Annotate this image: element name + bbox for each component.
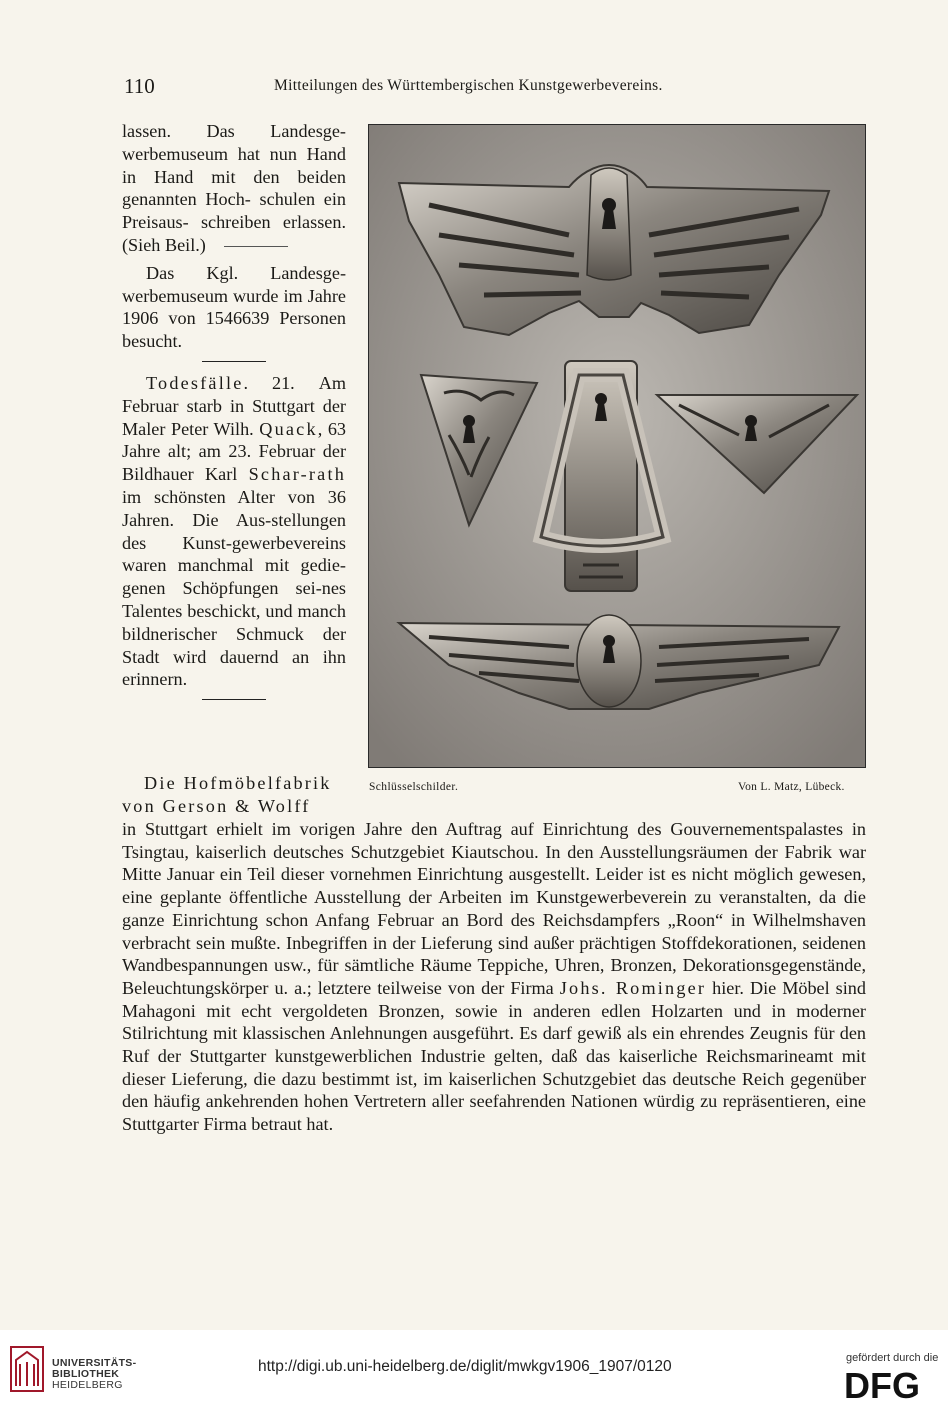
- figure-credit: Von L. Matz, Lübeck.: [738, 781, 845, 793]
- text-line: Personen besucht.: [122, 308, 346, 352]
- page-number: 110: [124, 74, 155, 98]
- university-library-logo-icon: [10, 1346, 44, 1392]
- short-rule: [224, 246, 288, 247]
- paragraph-museum-contest: [122, 120, 346, 257]
- running-head: Mitteilungen des Württembergischen Kunstgewerbevereins.: [274, 77, 663, 94]
- figure-caption: Schlüsselschilder.: [369, 781, 459, 793]
- dfg-logo-icon: [842, 1366, 936, 1402]
- text-line: schulen ein Preisaus-: [122, 189, 346, 233]
- paragraph-visitors: [122, 262, 346, 353]
- left-column: [122, 120, 346, 710]
- photo-plate: [368, 124, 866, 768]
- text-line: werbemuseum hat nun: [122, 143, 297, 164]
- person-name: Schar-rath: [248, 464, 346, 485]
- company-name: Die Hofmöbelfabrik: [144, 773, 332, 793]
- funding-note: gefördert durch die: [846, 1352, 939, 1364]
- person-name: Quack: [259, 418, 318, 439]
- permalink-url[interactable]: http://digi.ub.uni-heidelberg.de/diglit/mwkgv1906_1907/0120: [258, 1358, 672, 1375]
- text-line: werbemuseum wurde im: [122, 285, 303, 306]
- section-divider: [202, 361, 266, 362]
- text-fragment: , 63 Jahre alt; am 23. Februar der Bildhauer Karl: [122, 418, 347, 485]
- text-line: Jahre 1906 von 1546639: [122, 285, 346, 329]
- text-line: Das Kgl. Landesge-: [146, 262, 346, 283]
- text-fragment: im schönsten Alter von 36 Jahren. Die Aus-stellungen des Kunst-gewerbevereins waren manchmal mit gedie-genen Schöpfungen sei-nes Talentes beschickt, und manch bildnerischer Schmuck der Stadt wird dauernd an ihn erinnern.: [122, 486, 346, 690]
- text-fragment: Am: [318, 372, 346, 393]
- company-name: von Gerson & Wolff: [122, 795, 311, 816]
- text-line: [122, 795, 346, 818]
- paragraph-obituaries: [122, 372, 346, 691]
- text-line: [122, 772, 346, 795]
- section-heading: Todesfälle.: [146, 372, 251, 393]
- section-divider: [202, 699, 266, 700]
- text-fragment: hier. Die Möbel sind Mahagoni mit echt vergoldeten Bronzen, sowie in anderen edlen Holzarten und in moderner Stilrichtung mit klassischen Anlehnungen ausgeführt. Es darf gewiß als ein ehrendes Zeugnis für den Ruf der Stuttgarter kunstgewerblichen Industrie gelten, daß das kaiserliche Reichsmarineamt mit dieser Lieferung, die dazu bestimmt ist, im kaiserlichen Schutzgebiet das deutsche Reich gegenüber den häufig ankehrenden hohen Vertretern aller seefahrenden Nationen würdig zu repräsentieren, eine Stuttgarter Firma betraut hat.: [122, 977, 866, 1135]
- text-line: schreiben erlassen. (Sieh: [122, 212, 346, 255]
- library-name-line: UNIVERSITÄTS-: [52, 1357, 137, 1369]
- dfg-logo-text: DFG: [844, 1366, 920, 1402]
- text-line: beiden genannten Hoch-: [122, 166, 347, 210]
- full-width-paragraph: [122, 818, 866, 1136]
- library-name-line: BIBLIOTHEK: [52, 1368, 120, 1380]
- keyhole-escutcheons-photo: [369, 125, 865, 767]
- continuation-lines: [122, 772, 346, 818]
- text-fragment: in Stuttgart erhielt im vorigen Jahre den Auftrag auf Einrichtung des Gouvernementspalastes in Tsingtau, kaiserlich deutsches Schutzgebiet Kiautschou. In den Ausstellungsräumen der Fabrik war Mitte Januar ein Teil dieser vornehmen Einrichtung ausgestellt. Leider ist es nicht möglich gewesen, eine geplante öffentliche Ausstellung der Arbeiten im Kunstgewerbeverein zu veranstalten, da die ganze Einrichtung schon Anfang Februar an Bord des Reichsdampfers „Roon“ in Wilhelmshaven verbracht sein mußte. Inbegriffen in der Lieferung sind außer prächtigen Stoffdekorationen, seidenen Wandbespannungen usw., für sämtliche Räume Teppiche, Uhren, Bronzen, Dekorationsgegenstände, Beleuchtungskörper u. a.; letztere teilweise von der Firma: [122, 819, 866, 998]
- text-line: lassen. Das Landesge-: [122, 121, 346, 141]
- company-name: Johs. Rominger: [559, 977, 707, 998]
- library-name-line: HEIDELBERG: [52, 1379, 123, 1391]
- text-line: Hand in Hand mit den: [122, 143, 347, 187]
- library-name: [52, 1358, 136, 1391]
- text-fragment: 21. Februar starb in Stuttgart der Maler Peter Wilh.: [122, 372, 346, 439]
- text-line: Beil.): [164, 234, 206, 255]
